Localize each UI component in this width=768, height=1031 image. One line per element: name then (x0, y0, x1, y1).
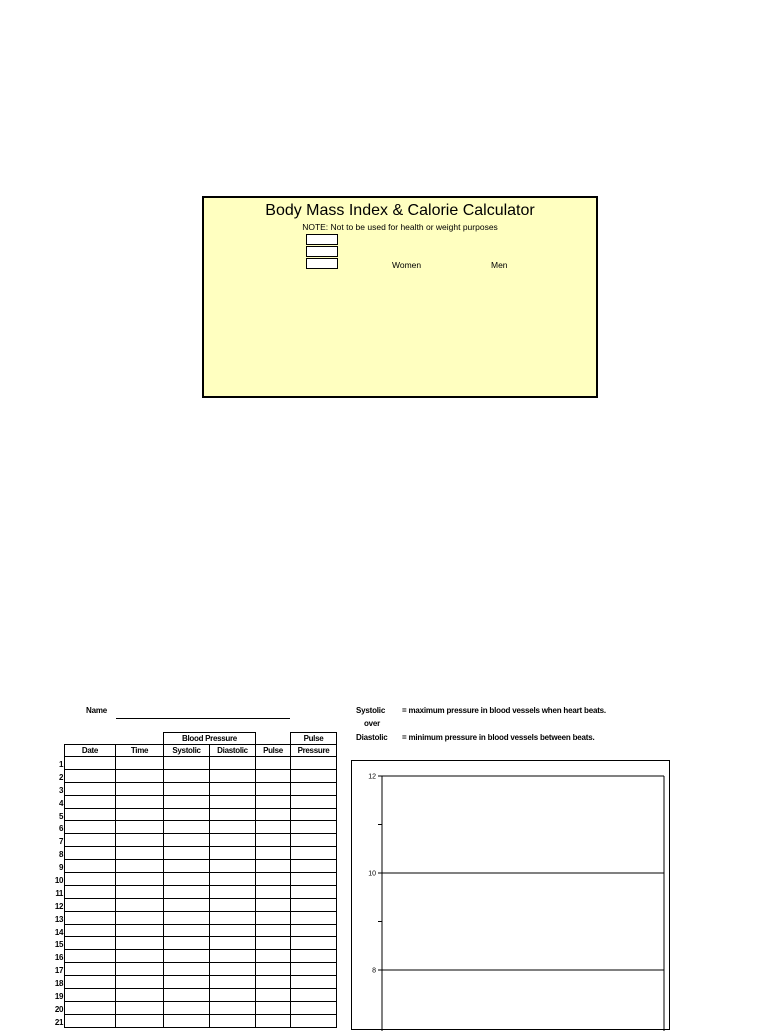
row-number: 11 (55, 888, 63, 898)
name-field[interactable] (116, 718, 290, 719)
cell-date[interactable] (65, 769, 116, 782)
cell-pulse[interactable] (256, 782, 291, 795)
row-number: 3 (58, 785, 63, 795)
cell-time[interactable] (116, 834, 164, 847)
row-number: 15 (54, 940, 63, 950)
over-label: over (364, 719, 381, 728)
table-row (65, 976, 337, 989)
column-header-date: Date (65, 745, 116, 757)
cell-diastolic[interactable] (210, 885, 256, 898)
cell-pressure[interactable] (291, 1014, 337, 1027)
calculator-note: NOTE: Not to be used for health or weight purposes (302, 222, 498, 232)
cell-systolic[interactable] (164, 834, 210, 847)
row-number: 6 (58, 824, 63, 834)
cell-time[interactable] (116, 873, 164, 886)
table-row (65, 873, 337, 886)
cell-date[interactable] (65, 950, 116, 963)
cell-diastolic[interactable] (210, 847, 256, 860)
cell-diastolic[interactable] (210, 963, 256, 976)
pulse-pressure-group-header: Pulse (291, 733, 337, 745)
cell-systolic[interactable] (164, 795, 210, 808)
cell-date[interactable] (65, 795, 116, 808)
cell-pulse[interactable] (256, 1014, 291, 1027)
cell-date[interactable] (65, 1014, 116, 1027)
cell-diastolic[interactable] (210, 782, 256, 795)
cell-date[interactable] (65, 937, 116, 950)
cell-diastolic[interactable] (210, 834, 256, 847)
cell-diastolic[interactable] (210, 757, 256, 770)
cell-date[interactable] (65, 834, 116, 847)
weight-input[interactable] (306, 234, 338, 245)
cell-pressure[interactable] (291, 795, 337, 808)
table-row (65, 950, 337, 963)
blood-pressure-chart (351, 760, 670, 1030)
calculator-title: Body Mass Index & Calorie Calculator (265, 202, 535, 219)
cell-pressure[interactable] (291, 808, 337, 821)
cell-pressure[interactable] (291, 937, 337, 950)
column-header-diastolic: Diastolic (210, 745, 256, 757)
cell-systolic[interactable] (164, 873, 210, 886)
table-row (65, 808, 337, 821)
cell-diastolic[interactable] (210, 950, 256, 963)
cell-date[interactable] (65, 898, 116, 911)
row-number: 10 (54, 876, 63, 886)
cell-systolic[interactable] (164, 976, 210, 989)
cell-pulse[interactable] (256, 911, 291, 924)
row-number: 20 (54, 1004, 63, 1014)
row-number: 12 (54, 901, 63, 911)
cell-pressure[interactable] (291, 1001, 337, 1014)
cell-diastolic[interactable] (210, 808, 256, 821)
row-number: 4 (58, 798, 63, 808)
cell-pulse[interactable] (256, 795, 291, 808)
table-row (65, 1001, 337, 1014)
y-tick-label: 10 (368, 870, 376, 878)
cell-pressure[interactable] (291, 782, 337, 795)
cell-pressure[interactable] (291, 873, 337, 886)
cell-time[interactable] (116, 860, 164, 873)
cell-time[interactable] (116, 1014, 164, 1027)
table-row (65, 885, 337, 898)
row-number: 2 (58, 772, 63, 782)
cell-time[interactable] (116, 950, 164, 963)
row-number: 1 (58, 760, 63, 769)
table-row (65, 782, 337, 795)
table-row (65, 898, 337, 911)
cell-time[interactable] (116, 898, 164, 911)
systolic-term: Systolic (356, 706, 386, 715)
column-header-systolic: Systolic (164, 745, 210, 757)
cell-time[interactable] (116, 937, 164, 950)
cell-pressure[interactable] (291, 950, 337, 963)
cell-systolic[interactable] (164, 885, 210, 898)
cell-pressure[interactable] (291, 963, 337, 976)
cell-systolic[interactable] (164, 950, 210, 963)
cell-diastolic[interactable] (210, 976, 256, 989)
cell-pulse[interactable] (256, 950, 291, 963)
cell-pressure[interactable] (291, 769, 337, 782)
men-column-header: Men (491, 260, 508, 270)
row-number: 9 (58, 863, 63, 873)
cell-date[interactable] (65, 976, 116, 989)
cell-pulse[interactable] (256, 989, 291, 1002)
cell-date[interactable] (65, 924, 116, 937)
cell-date[interactable] (65, 885, 116, 898)
cell-pressure[interactable] (291, 821, 337, 834)
cell-pulse[interactable] (256, 1001, 291, 1014)
cell-diastolic[interactable] (210, 873, 256, 886)
cell-time[interactable] (116, 782, 164, 795)
bmi-calculator-panel (202, 196, 598, 398)
cell-pulse[interactable] (256, 963, 291, 976)
cell-pulse[interactable] (256, 860, 291, 873)
cell-pressure[interactable] (291, 989, 337, 1002)
table-row (65, 937, 337, 950)
cell-systolic[interactable] (164, 1001, 210, 1014)
cell-pulse[interactable] (256, 821, 291, 834)
cell-systolic[interactable] (164, 821, 210, 834)
cell-diastolic[interactable] (210, 1014, 256, 1027)
cell-date[interactable] (65, 989, 116, 1002)
cell-diastolic[interactable] (210, 937, 256, 950)
cell-pressure[interactable] (291, 911, 337, 924)
cell-pulse[interactable] (256, 769, 291, 782)
row-number-column (44, 759, 63, 1030)
cell-date[interactable] (65, 757, 116, 770)
cell-diastolic[interactable] (210, 769, 256, 782)
cell-systolic[interactable] (164, 911, 210, 924)
cell-time[interactable] (116, 821, 164, 834)
systolic-definition (356, 706, 606, 715)
row-number: 14 (54, 927, 63, 937)
table-row (65, 860, 337, 873)
cell-pulse[interactable] (256, 834, 291, 847)
table-row (65, 911, 337, 924)
row-number: 8 (58, 850, 63, 860)
cell-diastolic[interactable] (210, 821, 256, 834)
cell-systolic[interactable] (164, 1014, 210, 1027)
cell-pressure[interactable] (291, 924, 337, 937)
cell-diastolic[interactable] (210, 924, 256, 937)
row-number: 16 (54, 953, 63, 963)
blood-pressure-log-table (64, 732, 337, 1028)
cell-time[interactable] (116, 757, 164, 770)
cell-pulse[interactable] (256, 757, 291, 770)
cell-date[interactable] (65, 911, 116, 924)
cell-pulse[interactable] (256, 924, 291, 937)
cell-diastolic[interactable] (210, 989, 256, 1002)
cell-time[interactable] (116, 911, 164, 924)
table-row (65, 924, 337, 937)
diastolic-text: = minimum pressure in blood vessels between beats. (402, 733, 595, 742)
table-row (65, 757, 337, 770)
cell-date[interactable] (65, 963, 116, 976)
cell-time[interactable] (116, 924, 164, 937)
row-number: 5 (58, 811, 63, 821)
y-tick-label: 8 (372, 967, 376, 975)
diastolic-term: Diastolic (356, 733, 388, 742)
cell-pressure[interactable] (291, 885, 337, 898)
cell-diastolic[interactable] (210, 795, 256, 808)
cell-date[interactable] (65, 847, 116, 860)
cell-date[interactable] (65, 1001, 116, 1014)
cell-time[interactable] (116, 847, 164, 860)
row-number: 19 (54, 992, 63, 1002)
cell-date[interactable] (65, 782, 116, 795)
cell-pulse[interactable] (256, 937, 291, 950)
row-number: 21 (54, 1017, 63, 1027)
cell-diastolic[interactable] (210, 860, 256, 873)
chart-canvas (352, 761, 671, 1031)
table-row (65, 989, 337, 1002)
cell-systolic[interactable] (164, 847, 210, 860)
diastolic-definition (356, 733, 595, 742)
table-row (65, 1014, 337, 1027)
cell-time[interactable] (116, 976, 164, 989)
cell-time[interactable] (116, 769, 164, 782)
systolic-text: = maximum pressure in blood vessels when heart beats. (402, 706, 606, 715)
cell-systolic[interactable] (164, 860, 210, 873)
cell-systolic[interactable] (164, 898, 210, 911)
cell-systolic[interactable] (164, 782, 210, 795)
cell-systolic[interactable] (164, 808, 210, 821)
column-header-time: Time (116, 745, 164, 757)
cell-pulse[interactable] (256, 885, 291, 898)
table-row (65, 963, 337, 976)
cell-pressure[interactable] (291, 847, 337, 860)
cell-time[interactable] (116, 808, 164, 821)
cell-systolic[interactable] (164, 769, 210, 782)
age-input[interactable] (306, 258, 338, 269)
cell-systolic[interactable] (164, 963, 210, 976)
column-header-pulse: Pulse (256, 745, 291, 757)
table-row (65, 795, 337, 808)
cell-pressure[interactable] (291, 976, 337, 989)
cell-pulse[interactable] (256, 808, 291, 821)
row-number: 7 (58, 837, 63, 847)
cell-pulse[interactable] (256, 873, 291, 886)
cell-pulse[interactable] (256, 976, 291, 989)
cell-pulse[interactable] (256, 847, 291, 860)
cell-diastolic[interactable] (210, 898, 256, 911)
cell-pressure[interactable] (291, 757, 337, 770)
y-tick-label: 12 (368, 773, 376, 781)
table-row (65, 834, 337, 847)
cell-systolic[interactable] (164, 989, 210, 1002)
cell-date[interactable] (65, 873, 116, 886)
name-label: Name (86, 706, 107, 715)
cell-systolic[interactable] (164, 937, 210, 950)
cell-systolic[interactable] (164, 757, 210, 770)
cell-time[interactable] (116, 963, 164, 976)
cell-date[interactable] (65, 860, 116, 873)
cell-date[interactable] (65, 808, 116, 821)
cell-pressure[interactable] (291, 860, 337, 873)
cell-time[interactable] (116, 795, 164, 808)
row-number: 13 (54, 914, 63, 924)
cell-date[interactable] (65, 821, 116, 834)
cell-pulse[interactable] (256, 898, 291, 911)
women-column-header: Women (392, 260, 422, 270)
column-header-pressure: Pressure (291, 745, 337, 757)
cell-time[interactable] (116, 1001, 164, 1014)
row-number: 17 (54, 966, 63, 976)
height-input[interactable] (306, 246, 338, 257)
cell-diastolic[interactable] (210, 911, 256, 924)
cell-diastolic[interactable] (210, 1001, 256, 1014)
table-row (65, 769, 337, 782)
cell-pressure[interactable] (291, 834, 337, 847)
cell-time[interactable] (116, 989, 164, 1002)
table-row (65, 847, 337, 860)
row-number: 18 (54, 979, 63, 989)
blood-pressure-group-header: Blood Pressure (164, 733, 256, 745)
cell-pressure[interactable] (291, 898, 337, 911)
cell-time[interactable] (116, 885, 164, 898)
cell-systolic[interactable] (164, 924, 210, 937)
table-row (65, 821, 337, 834)
